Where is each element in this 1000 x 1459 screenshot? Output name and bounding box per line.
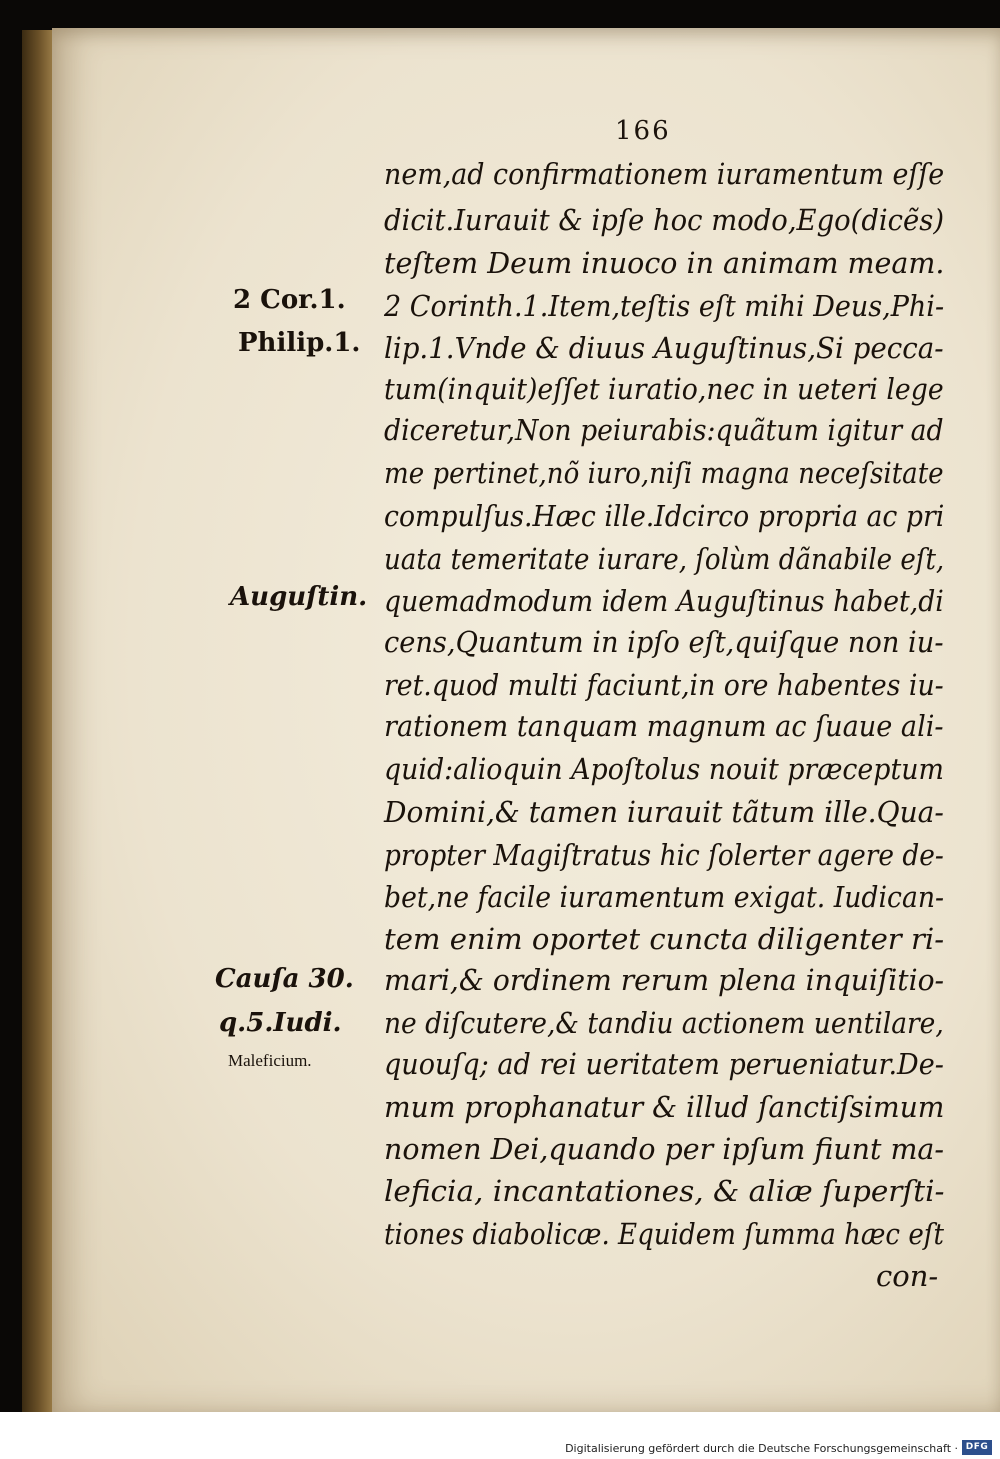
text-line: dicit.Iurauit & ipſe hoc modo,Ego(dicẽs) <box>384 203 945 237</box>
digitization-credit: Digitalisierung gefördert durch die Deutsche Forschungsgemeinschaft · <box>565 1442 958 1455</box>
margin-note: Maleficium. <box>228 1051 312 1070</box>
text-line: leficia, incantationes, & aliæ ſuperſti- <box>384 1174 945 1208</box>
margin-note: Cauſa 30. <box>215 964 354 994</box>
text-line: cens,Quantum in ipſo eſt,quiſque non iu- <box>384 625 944 659</box>
text-line: quouſq; ad rei ueritatem perueniatur.De- <box>384 1047 944 1081</box>
dfg-logo: DFG <box>962 1440 992 1455</box>
text-line: nem,ad confirmationem iuramentum eſſe <box>384 157 945 191</box>
text-line: lip.1.Vnde & diuus Auguſtinus,Si pecca- <box>384 331 944 365</box>
text-line: propter Magiſtratus hic ſolerter agere de- <box>384 838 944 872</box>
text-line: uata temeritate iurare, ſolùm dãnabile eſt, <box>384 542 945 576</box>
text-line: me pertinet,nõ iuro,niſi magna neceſsitate <box>384 456 944 490</box>
text-line: rationem tanquam magnum ac ſuaue ali- <box>384 709 944 743</box>
catchword: con- <box>876 1259 939 1293</box>
text-line: quid:alioquin Apoſtolus nouit præceptum <box>384 752 944 786</box>
text-line: bet,ne facile iuramentum exigat. Iudican- <box>384 880 945 914</box>
text-line: Domini,& tamen iurauit tãtum ille.Qua- <box>384 795 944 829</box>
text-line: compulſus.Hæc ille.Idcirco propria ac pri <box>384 499 945 533</box>
text-line: teſtem Deum inuoco in animam meam. <box>384 246 945 280</box>
text-line: tiones diabolicæ. Equidem ſumma hæc eſt <box>384 1217 944 1251</box>
text-line: tem enim oportet cuncta diligenter ri- <box>384 922 945 956</box>
margin-note: Philip.1. <box>238 328 361 358</box>
text-line: tum(inquit)eſſet iuratio,nec in ueteri lege <box>384 372 944 406</box>
text-line: mum prophanatur & illud ſanctiſsimum <box>384 1090 945 1124</box>
page-number: 166 <box>615 116 671 146</box>
text-line: ne diſcutere,& tandiu actionem uentilare, <box>384 1006 944 1040</box>
text-line: nomen Dei,quando per ipſum fiunt ma- <box>384 1132 944 1166</box>
text-line: ret.quod multi faciunt,in ore habentes iu- <box>384 668 944 702</box>
text-line: diceretur,Non peiurabis:quãtum igitur ad <box>384 413 944 447</box>
margin-note: q.5.Iudi. <box>219 1008 342 1038</box>
text-line: quemadmodum idem Auguſtinus habet,di <box>384 584 944 618</box>
text-line: 2 Corinth.1.Item,teſtis eſt mihi Deus,Phi- <box>384 289 945 323</box>
margin-note: Auguſtin. <box>230 582 368 612</box>
text-line: mari,& ordinem rerum plena inquiſitio- <box>384 963 945 997</box>
margin-note: 2 Cor.1. <box>233 285 346 315</box>
